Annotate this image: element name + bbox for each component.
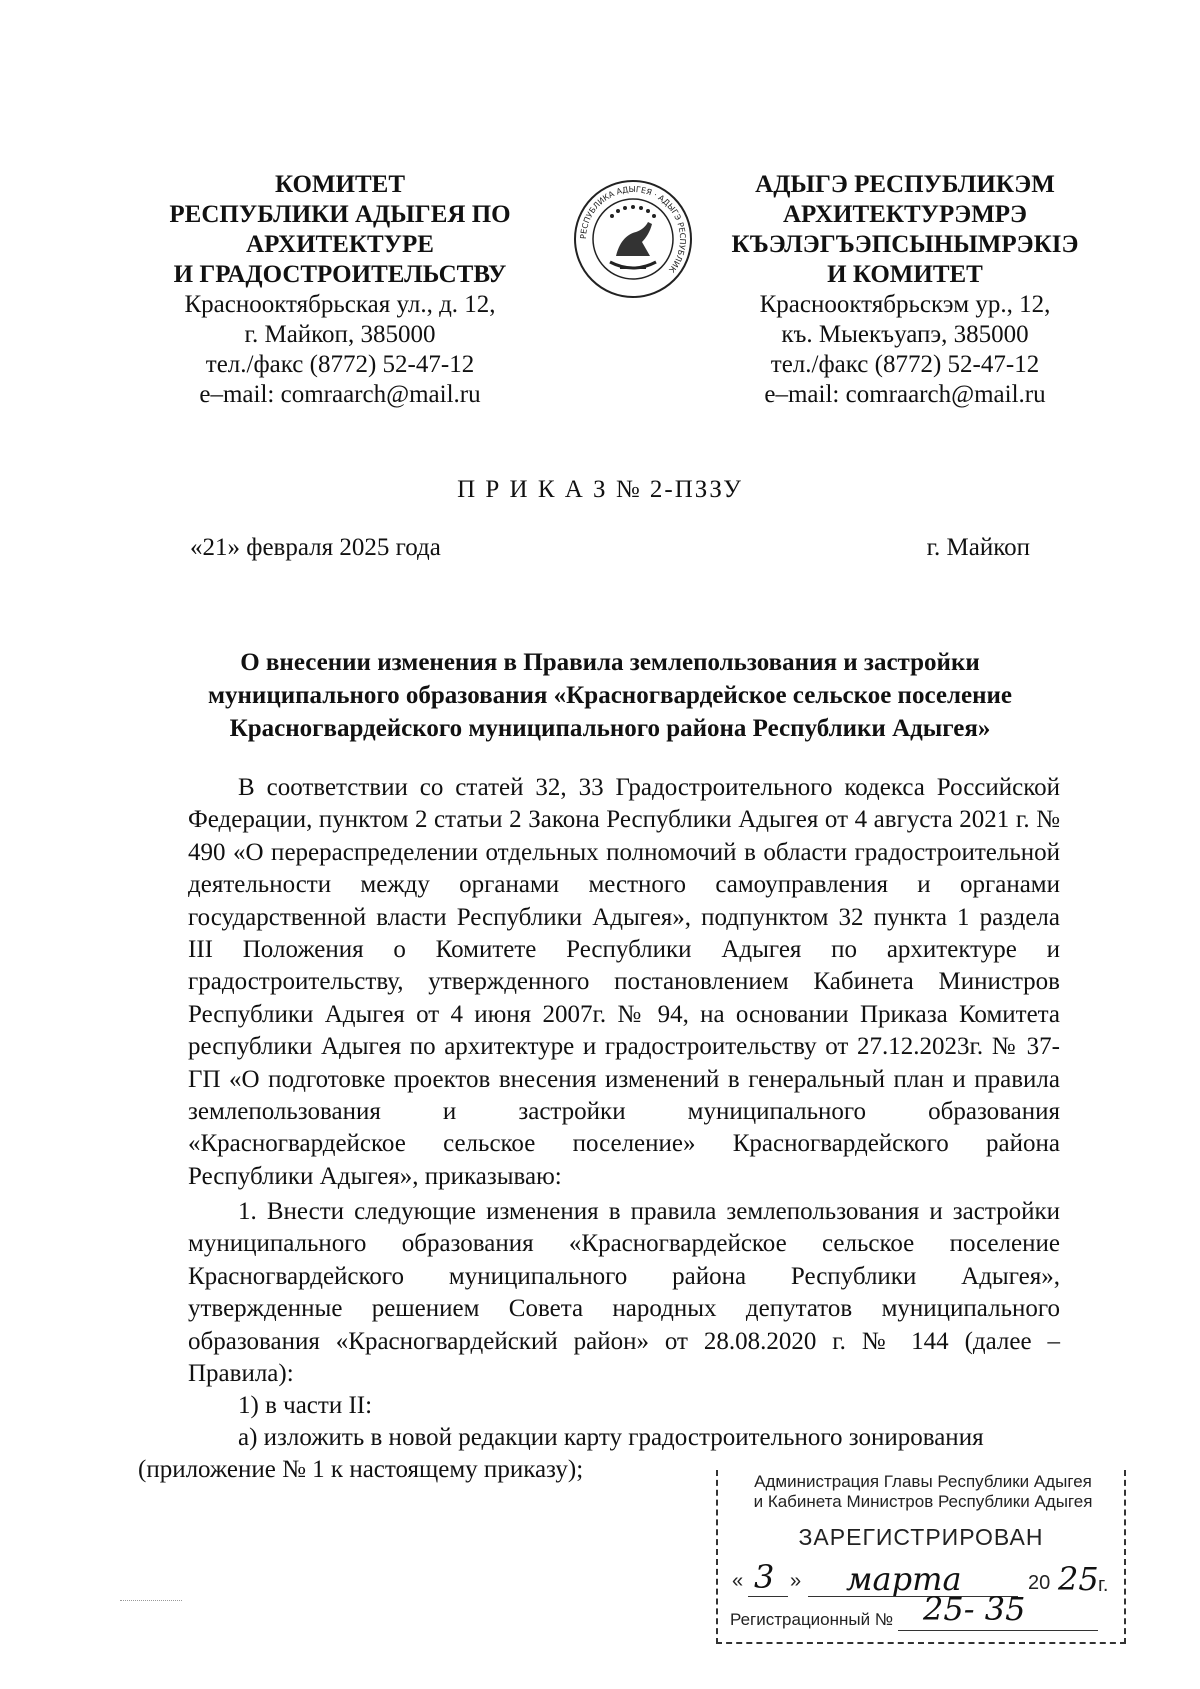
left-header (150, 170, 530, 410)
left-header-title-2: РЕСПУБЛИКИ АДЫГЕЯ ПО (169, 201, 511, 228)
subject-line-2: муниципального образования «Красногвардейское сельское поселение (208, 682, 1012, 709)
republic-emblem-icon (572, 178, 694, 300)
left-header-email: e–mail: comraarch@mail.ru (199, 381, 481, 408)
right-header-phone: тел./факс (8772) 52-47-12 (770, 351, 1040, 378)
subject-line-1: О внесении изменения в Правила землепользования и застройки (240, 649, 980, 676)
stamp-reg-number: 25- 35 (923, 1590, 1026, 1628)
registration-stamp (716, 1470, 1126, 1644)
right-header-city: къ. Мыекъуапэ, 385000 (781, 321, 1029, 348)
stamp-year-unit: г. (1098, 1574, 1109, 1596)
right-header-email: e–mail: comraarch@mail.ru (764, 381, 1046, 408)
order-title: П Р И К А З № 2-ПЗЗУ (457, 476, 743, 503)
right-header-title-4: И КОМИТЕТ (827, 261, 983, 288)
body-paragraph-subitem: 1) в части II: (238, 1392, 373, 1419)
right-header-title-2: АРХИТЕКТУРЭМРЭ (782, 201, 1028, 228)
right-header (715, 170, 1095, 410)
order-date: «21» февраля 2025 года (190, 534, 441, 561)
left-header-city: г. Майкоп, 385000 (244, 321, 436, 348)
emblem-ring-text: РЕСПУБЛИКА АДЫГЕЯ · АДЫГЭ РЕСПУБЛИК (578, 184, 688, 275)
subject-line-3: Красногвардейского муниципального района Республики Адыгея» (229, 715, 991, 742)
stamp-year-prefix: 20 (1028, 1572, 1051, 1594)
body-paragraph-a-line-2: (приложение № 1 к настоящему приказу); (138, 1456, 584, 1484)
order-city: г. Майкоп (926, 534, 1030, 561)
left-header-address: Краснооктябрьская ул., д. 12, (184, 291, 496, 318)
stamp-day-underline (748, 1596, 788, 1597)
stamp-month: марта (846, 1560, 962, 1598)
right-header-title-1: АДЫГЭ РЕСПУБЛИКЭМ (755, 171, 1055, 198)
stamp-year-suffix: 25 (1058, 1560, 1099, 1598)
stamp-org-line-1: Администрация Главы Республики Адыгея (754, 1472, 1092, 1491)
body-paragraph-item-1: 1. Внести следующие изменения в правила землепользования и застройки муниципального образования «Красногвардейское сельское поселение Красногвардейского муниципального района Республики Адыгея», утвержденные решением Совета народных депутатов муниципального образования «Красногвардейский район» от 28.08.2020 г. № 144 (далее – Правила): (188, 1198, 1060, 1388)
right-header-title-3: КЪЭЛЭГЪЭПСЫНЫМРЭКIЭ (731, 231, 1079, 258)
left-header-phone: тел./факс (8772) 52-47-12 (205, 351, 475, 378)
left-header-title-1: КОМИТЕТ (274, 171, 406, 198)
stamp-org-line-2: и Кабинета Министров Республики Адыгея (753, 1492, 1093, 1511)
body-paragraph-a-line-1: а) изложить в новой редакции карту градостроительного зонирования (238, 1424, 984, 1451)
stamp-close-quote: » (790, 1570, 802, 1592)
scan-mark (120, 1600, 182, 1601)
stamp-day: 3 (754, 1558, 775, 1596)
stamp-open-quote: « (732, 1570, 744, 1592)
stamp-reg-underline (898, 1630, 1098, 1631)
stamp-registered: ЗАРЕГИСТРИРОВАН (798, 1524, 1044, 1550)
body-paragraph-main: В соответствии со статей 32, 33 Градостроительного кодекса Российской Федерации, пунктом 2 статьи 2 Закона Республики Адыгея от 4 августа 2021 г. № 490 «О перераспределении отдельных полномочий в области градостроительной деятельности между органами местного самоуправления и органами государственной власти Республики Адыгея», подпунктом 32 пункта 1 раздела III Положения о Комитете Республики Адыгея по архитектуре и градостроительству, утвержденного постановлением Кабинета Министров Республики Адыгея от 4 июня 2007г. № 94, на основании Приказа Комитета республики Адыгея по архитектуре и градостроительству от 27.12.2023г. № 37-ГП «О подготовке проектов внесения изменений в генеральный план и правила землепользования и застройки муниципального образования «Красногвардейское сельское поселение» Красногвардейского района Республики Адыгея», приказываю: (188, 774, 1060, 1190)
order-subject (150, 646, 1070, 745)
left-header-title-4: И ГРАДОСТРОИТЕЛЬСТВУ (173, 261, 507, 288)
left-header-title-3: АРХИТЕКТУРЕ (246, 231, 434, 258)
stamp-reg-label: Регистрационный № (730, 1610, 894, 1629)
right-header-address: Краснооктябрьскэм ур., 12, (759, 291, 1051, 318)
